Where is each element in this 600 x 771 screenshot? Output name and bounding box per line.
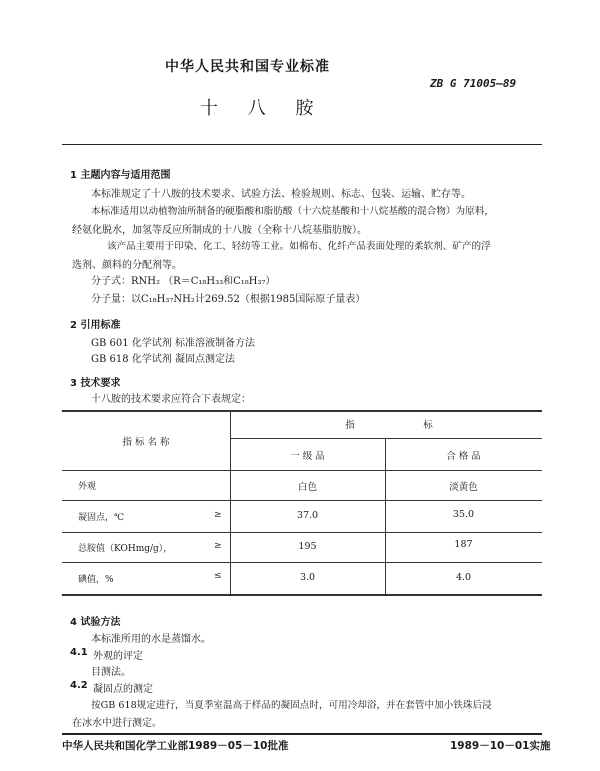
section-2-heading: 2 引用标准 <box>70 320 121 331</box>
approval-line: 中华人民共和国化学工业部1989－05－10批准 <box>62 740 289 752</box>
row-iodine-value-symbol: ≤ <box>214 571 222 581</box>
section-1-heading: 1 主题内容与适用范围 <box>70 170 171 181</box>
standard-code: ZB G 71005—89 <box>430 77 517 90</box>
row-amine-value-name: 总胺值（KOHmg/g）， <box>78 544 173 554</box>
row-freezing-point-symbol: ≥ <box>214 510 222 520</box>
subsection-4-1-title: 外观的评定 <box>93 651 143 662</box>
row-iodine-value-grade2: 4.0 <box>455 572 472 583</box>
subsection-4-1-body: 目测法。 <box>91 667 131 678</box>
reference-gb618: GB 618 化学试剂 凝固点测定法 <box>91 354 235 365</box>
effective-date: 1989－10－01实施 <box>450 740 551 752</box>
row-appearance-name: 外观 <box>78 482 97 492</box>
molecular-formula: 分子式：RNH₂ （R＝C₁₈H₃₃和C₁₈H₃₇） <box>91 276 276 287</box>
subsection-4-2-body-b: 在冰水中进行测定。 <box>72 718 162 729</box>
reference-gb601: GB 601 化学试剂 标准溶液制备方法 <box>91 338 255 349</box>
row-amine-value-grade1: 195 <box>298 541 317 552</box>
row-appearance-grade1: 白色 <box>297 482 317 493</box>
row-freezing-point-grade2: 35.0 <box>452 509 475 520</box>
row-freezing-point-name: 凝固点，℃ <box>78 513 125 523</box>
header-grade-first: 一 级 品 <box>290 451 325 462</box>
section-3-heading: 3 技术要求 <box>70 378 121 389</box>
header-indicator-name: 指 标 名 称 <box>122 437 170 448</box>
section-4-para-1: 本标准所用的水是蒸馏水。 <box>91 634 211 645</box>
section-1-para-2b: 经氨化脱水，加氢等反应所制成的十八胺（全称十八烷基脂肪胺）。 <box>72 225 367 236</box>
row-freezing-point-grade1: 37.0 <box>296 510 319 521</box>
section-1-para-2a: 本标准适用以动植物油所制备的硬脂酸和脂肪酸（十六烷基酸和十八烷基酸的混合物）为原料， <box>91 206 494 217</box>
row-iodine-value-name: 碘值，% <box>78 575 114 585</box>
row-amine-value-grade2: 187 <box>454 539 473 550</box>
section-3-intro: 十八胺的技术要求应符合下表规定： <box>91 394 251 405</box>
row-amine-value-symbol: ≥ <box>214 541 222 551</box>
document-title: 十 八 胺 <box>200 98 326 119</box>
subsection-4-1-number: 4.1 <box>70 647 88 658</box>
section-1-para-3b: 选剂、颜料的分配剂等。 <box>72 260 182 271</box>
subsection-4-2-number: 4.2 <box>70 680 88 691</box>
row-iodine-value-grade1: 3.0 <box>299 572 316 583</box>
section-1-para-3a: 该产品主要用于印染、化工、轻纺等工业。如棉布、化纤产品表面处理的柔软剂、矿产的浮 <box>107 241 491 252</box>
footer-rule <box>62 733 542 735</box>
header-grade-qualified: 合 格 品 <box>446 451 481 462</box>
subsection-4-2-title: 凝固点的测定 <box>93 684 153 695</box>
header-indicator-b: 标 <box>423 420 433 431</box>
row-appearance-grade2: 淡黄色 <box>449 482 478 493</box>
section-1-para-1: 本标准规定了十八胺的技术要求、试验方法、检验规则、标志、包装、运输、贮存等。 <box>91 189 471 200</box>
header-rule <box>62 144 542 145</box>
section-4-heading: 4 试验方法 <box>70 617 121 628</box>
header-indicator-a: 指 <box>345 420 355 431</box>
molecular-weight: 分子量：以C₁₈H₃₇NH₂计269.52（根据1985国际原子量表） <box>91 294 366 305</box>
subsection-4-2-body-a: 按GB 618规定进行，当夏季室温高于样品的凝固点时，可用冷却浴，并在套管中加小铁珠后浸 <box>91 700 492 711</box>
issuer-title: 中华人民共和国专业标准 <box>165 59 330 75</box>
